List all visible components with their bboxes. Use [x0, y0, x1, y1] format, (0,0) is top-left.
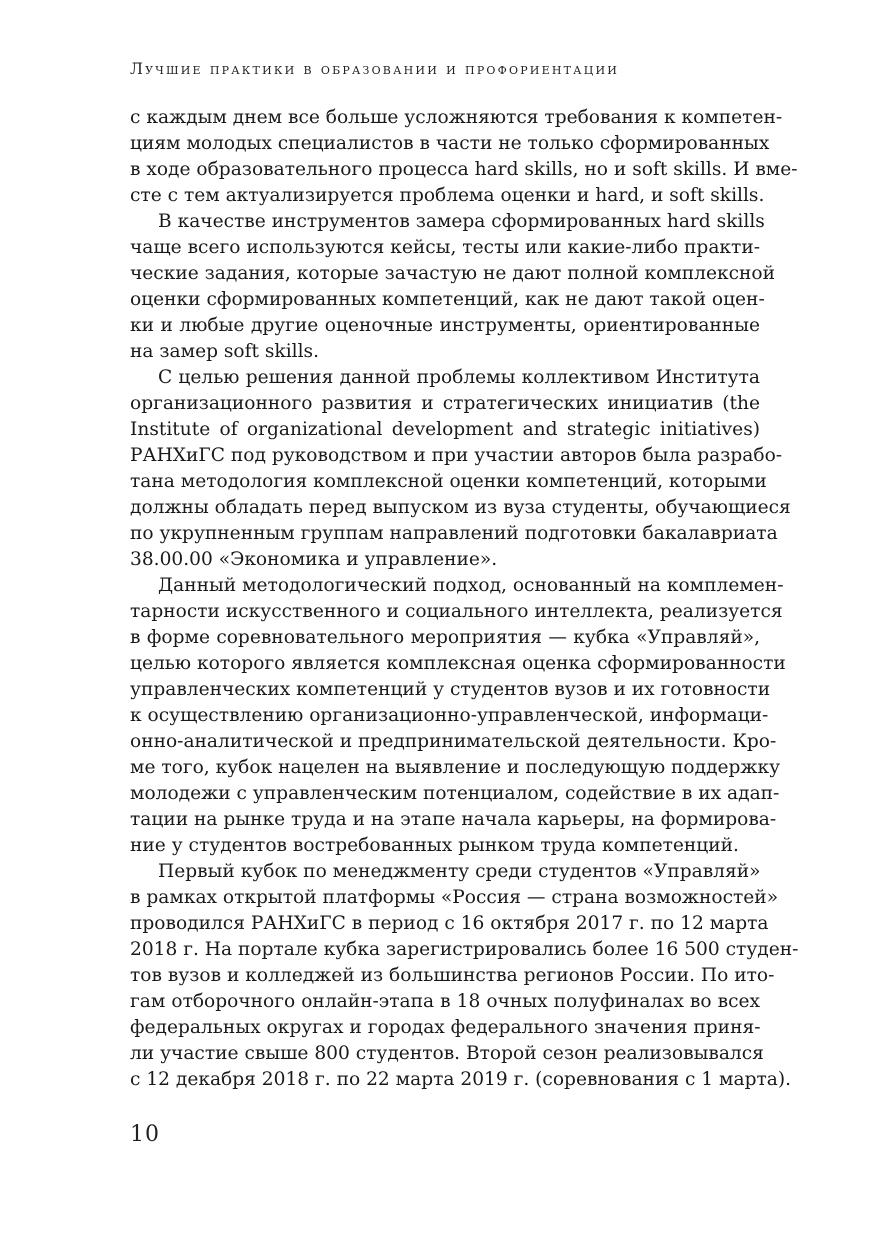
text-line: на замер soft skills.: [130, 341, 319, 362]
text-line: ческие задания, которые зачастую не дают полной комплексной: [130, 263, 776, 284]
text-line: должны обладать перед выпуском из вуза студенты, обучающиеся: [130, 497, 791, 518]
text-line: тации на рынке труда и на этапе начала карьеры, на формирова-: [130, 809, 777, 830]
text-line: чаще всего используются кейсы, тесты или какие-либо практи-: [130, 237, 760, 258]
text-line: Institute of organizational development and strategic initiatives): [130, 419, 760, 440]
paragraph: [130, 573, 786, 859]
text-line: 38.00.00 «Экономика и управление».: [130, 549, 498, 570]
text-line: гам отборочного онлайн-этапа в 18 очных полуфиналах во всех: [130, 991, 760, 1012]
text-line: С целью решения данной проблемы коллективом Института: [158, 367, 760, 388]
text-line: Данный методологический подход, основанный на комплемен-: [158, 575, 784, 596]
text-line: ние у студентов востребованных рынком труда компетенций.: [130, 835, 739, 856]
text-line: к осуществлению организационно-управленческой, информаци-: [130, 705, 769, 726]
text-line: в ходе образовательного процесса hard skills, но и soft skills. И вме-: [130, 159, 798, 180]
text-line: в форме соревновательного мероприятия — кубка «Управляй»,: [130, 627, 760, 648]
text-line: ме того, кубок нацелен на выявление и последующую поддержку: [130, 757, 781, 778]
text-line: В качестве инструментов замера сформированных hard skills: [158, 211, 765, 232]
text-line: тов вузов и колледжей из большинства регионов России. По ито-: [130, 965, 775, 986]
text-line: РАНХиГС под руководством и при участии авторов была разрабо-: [130, 445, 783, 466]
text-line: с каждым днем все больше усложняются требования к компетен-: [130, 107, 783, 128]
body-text: [130, 105, 799, 1093]
paragraph: [130, 105, 798, 209]
text-line: Первый кубок по менеджменту среди студентов «Управляй»: [158, 861, 761, 882]
text-line: по укрупненным группам направлений подготовки бакалавриата: [130, 523, 778, 544]
text-line: циям молодых специалистов в части не только сформированных: [130, 133, 770, 154]
text-line: управленческих компетенций у студентов вузов и их готовности: [130, 679, 771, 700]
text-line: в рамках открытой платформы «Россия — страна возможностей»: [130, 887, 779, 908]
paragraph: [130, 209, 776, 365]
text-line: онно-аналитической и предпринимательской деятельности. Кро-: [130, 731, 777, 752]
text-line: оценки сформированных компетенций, как не дают такой оцен-: [130, 289, 765, 310]
text-line: ли участие свыше 800 студентов. Второй сезон реализовывался: [130, 1043, 764, 1064]
text-line: тарности искусственного и социального интеллекта, реализуется: [130, 601, 783, 622]
text-line: сте с тем актуализируется проблема оценки и hard, и soft skills.: [130, 185, 765, 206]
page-number: 10: [130, 1122, 160, 1147]
text-line: проводился РАНХиГС в период с 16 октября 2017 г. по 12 марта: [130, 913, 769, 934]
paragraph: [130, 859, 799, 1093]
text-line: федеральных округах и городах федерального значения приня-: [130, 1017, 761, 1038]
running-head: Лучшие практики в образовании и профориентации: [130, 60, 620, 78]
text-line: с 12 декабря 2018 г. по 22 марта 2019 г. (соревнования с 1 марта).: [130, 1069, 792, 1090]
text-line: организационного развития и стратегических инициатив (the: [130, 393, 760, 414]
text-line: ки и любые другие оценочные инструменты, ориентированные: [130, 315, 760, 336]
text-line: целью которого является комплексная оценка сформированности: [130, 653, 786, 674]
paragraph: [130, 365, 791, 573]
text-line: тана методология комплексной оценки компетенций, которыми: [130, 471, 767, 492]
text-line: молодежи с управленческим потенциалом, содействие в их адап-: [130, 783, 780, 804]
text-line: 2018 г. На портале кубка зарегистрировались более 16 500 студен-: [130, 939, 799, 960]
